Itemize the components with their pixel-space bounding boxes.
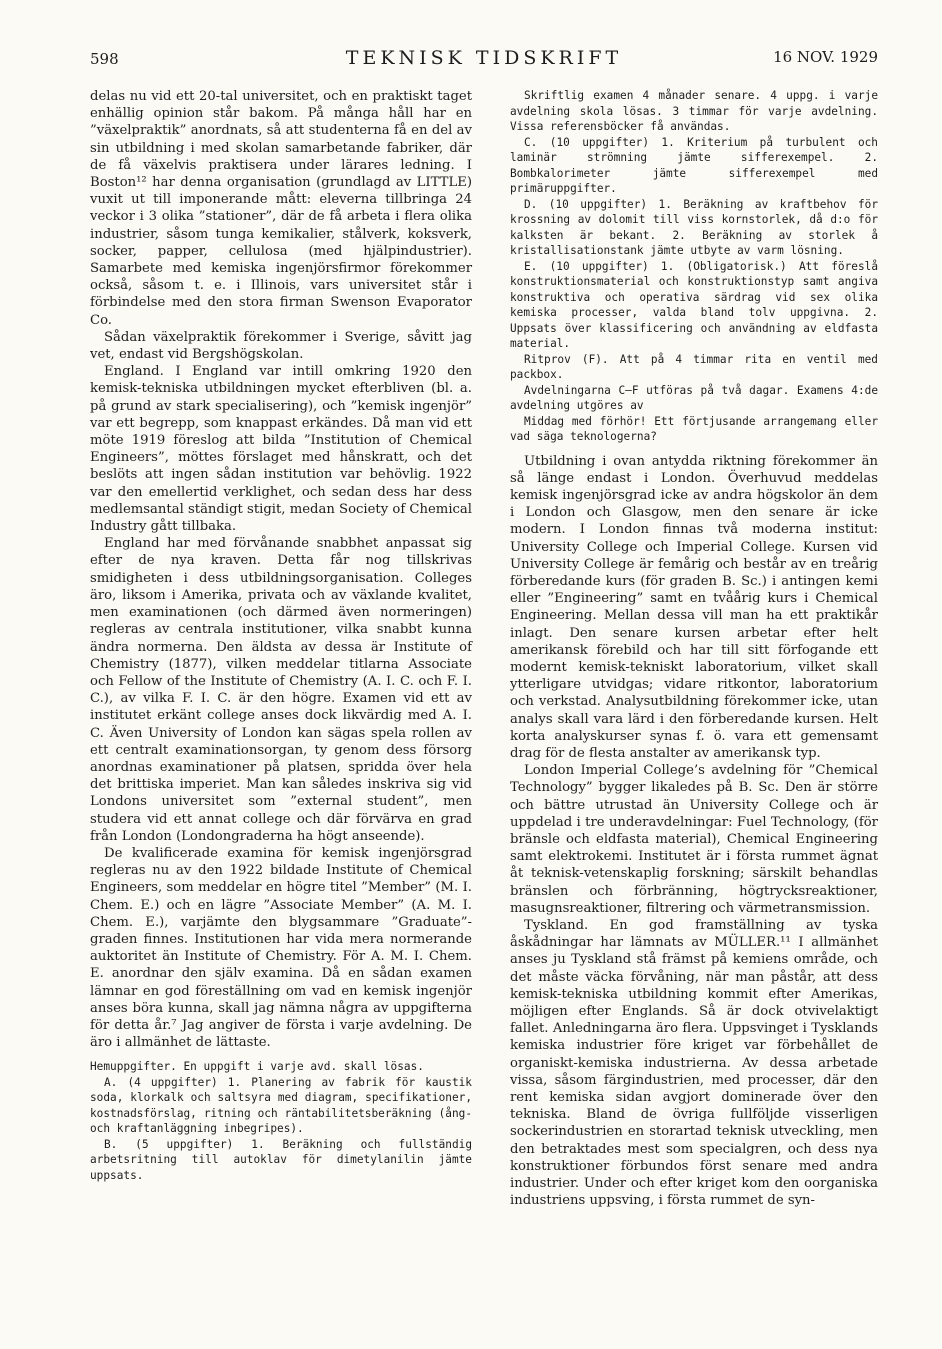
paragraph: Utbildning i ovan antydda riktning förekommer än så länge endast i London. Överhuvud meddelas kemisk ingenjörsgrad icke av andra högskolor än dem i London och Glasgow, men den senare är icke modern. I London finnas två moderna institut: University College och Imperial College. Kursen vid University College är femårig och består av en treårig förberedande kurs (för graden B. Sc.) i antingen kemi eller ”Engineering” samt en tvåårig kurs i Chemical Engineering. Mellan dessa vill man ha ett praktikår inlagt. Den senare kursen arbetar efter helt amerikansk förebild och har till sitt förfogande ett modernt kemisk-tekniskt laboratorium, vilket skall ytterligare utvidgas; vidare ritkontor, laboratorium och verkstad. Analysutbildning förekommer icke, utan analys skall vara lärd i den förberedande kursen. Helt korta analyskurser synas f. ö. vara ett gemensamt drag för de flesta anstalter av amerikansk typ. [510, 453, 878, 761]
exam-item: E. (10 uppgifter) 1. (Obligatorisk.) Att föreslå konstruktionsmaterial och konstruktionstyp samt angiva konstruktiva och operativa särdrag vid sex olika kemiska processer, valda bland tolv uppgivna. 2. Uppsats över klassificering och användning av eldfasta material. [510, 259, 878, 350]
exam-list-right [510, 88, 878, 445]
paragraph: England har med förvånande snabbhet anpassat sig efter de nya kraven. Detta får nog tillskrivas smidigheten i dess utbildningsorganisation. Colleges äro, liksom i Amerika, privata och av växlande kvalitet, men examinationen (och därmed även normeringen) regleras av centrala institutioner, vilka snabbt kunna ändra normerna. Den äldsta av dessa är Institute of Chemistry (1877), vilken meddelar titlarna Associate och Fellow of the Institute of Chemistry (A. I. C. och F. I. C.), av vilka F. I. C. är den högre. Examen vid ett av institutet erkänt college anses dock likvärdig med A. I. C. Även University of London kan sägas spela rollen av ett centralt examinationsorgan, ty genom dess försorg anordnas examinationer på platsen, spridda över hela det brittiska imperiet. Man kan således inskriva sig vid Londons universitet som ”external student”, men studera vid ett annat college och där förvärva en grad från London (Londongraderna ha högt anseende). [90, 536, 472, 844]
exam-item: Middag med förhör! Ett förtjusande arrangemang eller vad säga teknologerna? [510, 414, 878, 443]
paragraph: De kvalificerade examina för kemisk ingenjörsgrad regleras nu av den 1922 bildade Institute of Chemical Engineers, som meddelar en högre titel ”Member” (M. I. Chem. E.) och en lägre ”Associate Member” (A. M. I. Chem. E.), varjämte den blygsammare ”Graduate”-graden finnes. Institutionen har vida mera normerande auktoritet än Institute of Chemistry. För A. M. I. Chem. E. anordnar den själv examina. Då en sådan examen lämnar en god föreställning om vad en kemisk ingenjör anses böra kunna, skall jag nämna några av uppgifterna för detta år.⁷ Jag angiver de första i varje avdelning. De äro i allmänhet de lättaste. [90, 845, 472, 1051]
right-body-text [510, 453, 878, 1210]
exam-item: B. (5 uppgifter) 1. Beräkning och fullständig arbetsritning till autoklav för dimetylanilin jämte uppsats. [90, 1137, 472, 1182]
exam-item: Hemuppgifter. En uppgift i varje avd. skall lösas. [90, 1060, 424, 1074]
right-column [510, 88, 878, 1209]
paragraph-england: England. I England var intill omkring 1920 den kemisk-tekniska utbildningen mycket efterbliven (bl. a. på grund av stark specialisering), och ”kemisk ingenjör” var ett begrepp, som knappast erkändes. Då man vid ett möte 1919 föreslog att bilda ”Institution of Chemical Engineers”, möttes förslaget med hånskratt, och det beslöts att ingen sådan institution var behövlig. 1922 var den emellertid verklighet, och sedan dess har dess medlemsantal ständigt stigit, medan Society of Chemical Industry gått tillbaka. [90, 364, 472, 535]
exam-item: A. (4 uppgifter) 1. Planering av fabrik för kaustik soda, klorkalk och saltsyra med diagram, specifikationer, kostnadsförslag, ritning och räntabilitetsberäkning (ång- och kraftanläggning inbegripes). [90, 1075, 472, 1136]
paragraph: Sådan växelpraktik förekommer i Sverige, såvitt jag vet, endast vid Bergshögskolan. [90, 329, 472, 363]
exam-item: Avdelningarna C—F utföras på två dagar. Examens 4:de avdelning utgöres av [510, 383, 878, 412]
paragraph-tyskland: Tyskland. En god framställning av tyska åskådningar har lämnats av MÜLLER.¹¹ I allmänhet anses ju Tyskland stå främst på kemiens område, och det måste väcka förvåning, när man påstår, att dess kemisk-tekniska utbildning kommit efter Amerikas, möjligen efter Englands. Så är dock otvivelaktigt fallet. Anledningarna äro flera. Uppsvinget i Tysklands kemiska industrier före kriget var förbehållet de organiskt-kemiska industrierna. Av dessa arbetade vissa, såsom färgindustrien, med processer, där den rent kemiska sidan avgjort dominerade över den tekniska. Bland de övriga fullföljde visserligen sockerindustrien en storartad teknisk utveckling, men den betraktades mest som specialgren, och dess nya konstruktioner förbundos först senare med andra industrier. Under och efter kriget kom den oorganiska industriens uppsving, i första rummet de syn- [510, 917, 878, 1209]
left-body-text [90, 88, 472, 1051]
page-number: 598 [90, 50, 119, 68]
paragraph: London Imperial College’s avdelning för ”Chemical Technology” bygger likaledes på B. Sc. Den är större och bättre utrustad än University College och är uppdelad i tre underavdelningar: Fuel Technology, (för bränsle och eldfasta material), Chemical Engineering samt elektrokemi. Institutet är i första rummet ägnat åt teknisk-vetenskaplig forskning; särskilt behandlas bränslen och förbränning, högtrycksreaktioner, masugnsreaktioner, filtrering och värmetransmission. [510, 763, 878, 916]
left-column [90, 88, 472, 1183]
exam-list-left [90, 1059, 472, 1183]
exam-item: D. (10 uppgifter) 1. Beräkning av kraftbehov för krossning av dolomit till viss kornstorlek, då d:o för kalksten är bekant. 2. Beräkning av storlek å kristallisationstank jämte utbyte av varm lösning. [510, 197, 878, 257]
paragraph: delas nu vid ett 20-tal universitet, och en praktiskt taget enhällig opinion står bakom. På många håll har en ”växelpraktik” anordnats, så att studenterna få en del av sin utbildning i med skolan samarbetande fabriker, där de få växelvis praktisera under lärares ledning. I Boston¹² har denna organisation (grundlagd av LITTLE) vuxit ut till imponerande mått: eleverna tillbringa 24 veckor i 3 olika ”stationer”, där de få arbeta i flera olika industrier, såsom tunga kemikalier, stålverk, koksverk, socker, papper, cellulosa (med hjälpindustrier). Samarbete med kemiska ingenjörsfirmor förekommer också, såsom t. e. i Illinois, vars universitet står i förbindelse med den stora firman Swenson Evaporator Co. [90, 89, 472, 328]
page-header [90, 44, 878, 74]
exam-item: Ritprov (F). Att på 4 timmar rita en ventil med packbox. [510, 352, 878, 381]
issue-date: 16 NOV. 1929 [773, 48, 878, 66]
journal-title: TEKNISK TIDSKRIFT [345, 47, 623, 69]
exam-item: Skriftlig examen 4 månader senare. 4 uppg. i varje avdelning skola lösas. 3 timmar för varje avdelning. Vissa referensböcker få användas. [510, 89, 878, 133]
exam-item: C. (10 uppgifter) 1. Kriterium på turbulent och laminär strömning jämte sifferexempel. 2. Bombkalorimeter jämte sifferexempel med primäruppgifter. [510, 135, 878, 195]
